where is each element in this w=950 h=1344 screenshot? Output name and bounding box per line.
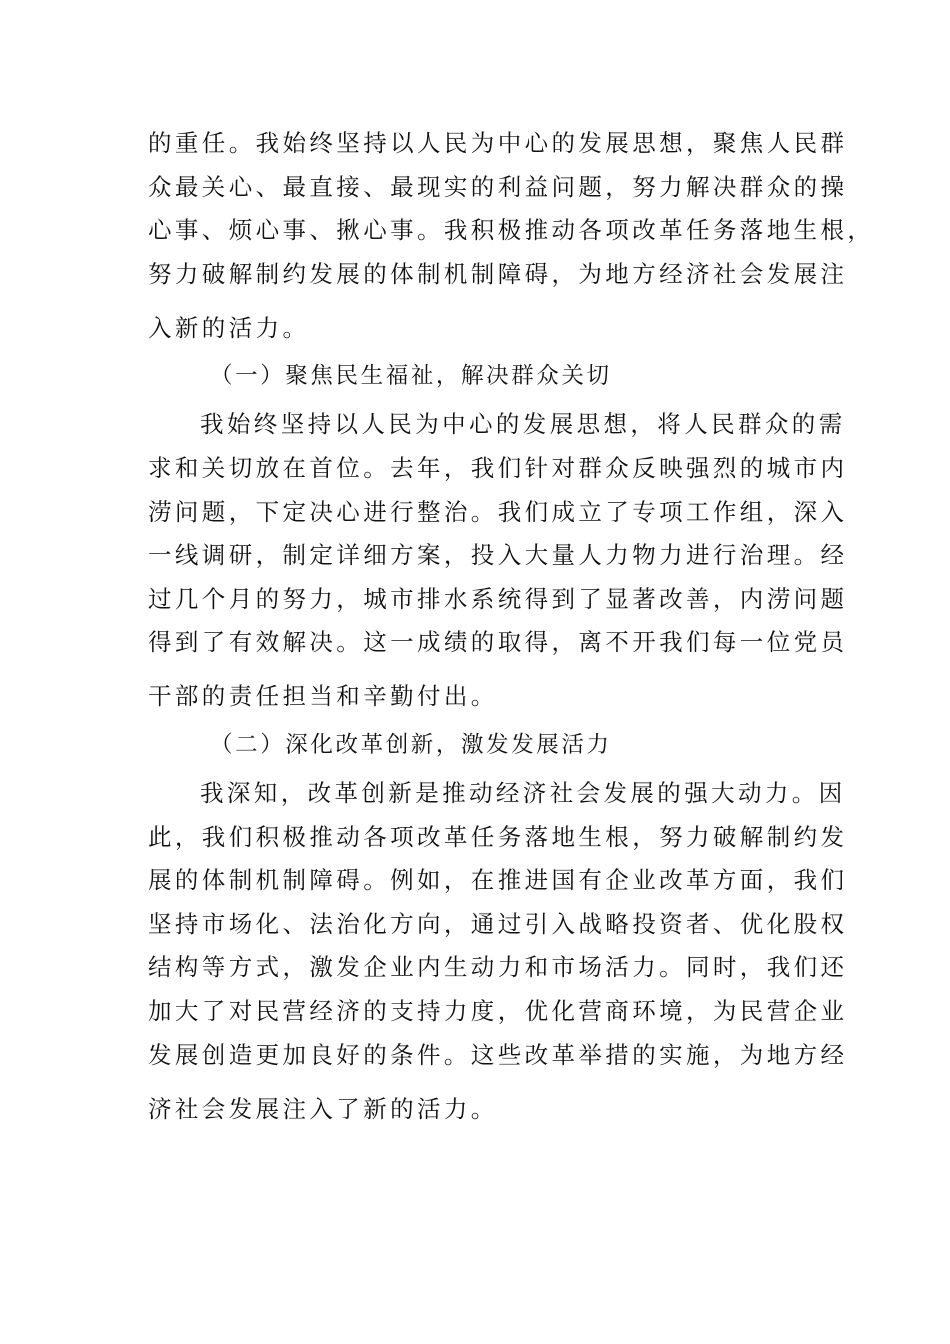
section-2-heading: （二）深化改革创新，激发发展活力 bbox=[210, 732, 612, 758]
section-2-line-8: 济社会发展注入了新的活力。 bbox=[148, 1095, 498, 1123]
section-1-line-6: 得到了有效解决。这一成绩的取得，离不开我们每一位党员 bbox=[148, 628, 848, 656]
section-1-line-2: 求和关切放在首位。去年，我们针对群众反映强烈的城市内 bbox=[148, 454, 848, 482]
section-2-line-2: 此，我们积极推动各项改革任务落地生根，努力破解制约发 bbox=[148, 823, 848, 851]
intro-line-4: 努力破解制约发展的体制机制障碍，为地方经济社会发展注 bbox=[148, 260, 848, 288]
section-2-line-7: 发展创造更加良好的条件。这些改革举措的实施，为地方经 bbox=[148, 1041, 848, 1069]
intro-line-1: 的重任。我始终坚持以人民为中心的发展思想，聚焦人民群 bbox=[148, 129, 848, 157]
section-2-line-5: 结构等方式，激发企业内生动力和市场活力。同时，我们还 bbox=[148, 953, 848, 981]
intro-line-2: 众最关心、最直接、最现实的利益问题，努力解决群众的操 bbox=[148, 173, 848, 201]
section-1-line-1: 我始终坚持以人民为中心的发展思想，将人民群众的需 bbox=[200, 410, 846, 438]
section-1-heading: （一）聚焦民生福祉，解决群众关切 bbox=[210, 363, 612, 389]
section-1-line-7: 干部的责任担当和辛勤付出。 bbox=[148, 682, 498, 710]
section-2-line-1: 我深知，改革创新是推动经济社会发展的强大动力。因 bbox=[200, 779, 846, 807]
section-1-line-3: 涝问题，下定决心进行整治。我们成立了专项工作组，深入 bbox=[148, 498, 848, 526]
section-1-line-4: 一线调研，制定详细方案，投入大量人力物力进行治理。经 bbox=[148, 541, 848, 569]
intro-line-3: 心事、烦心事、揪心事。我积极推动各项改革任务落地生根， bbox=[148, 216, 875, 244]
section-2-line-3: 展的体制机制障碍。例如，在推进国有企业改革方面，我们 bbox=[148, 866, 848, 894]
section-2-line-4: 坚持市场化、法治化方向，通过引入战略投资者、优化股权 bbox=[148, 910, 848, 938]
intro-line-5: 入新的活力。 bbox=[148, 314, 310, 342]
section-1-line-5: 过几个月的努力，城市排水系统得到了显著改善，内涝问题 bbox=[148, 585, 848, 613]
section-2-line-6: 加大了对民营经济的支持力度，优化营商环境，为民营企业 bbox=[148, 997, 848, 1025]
